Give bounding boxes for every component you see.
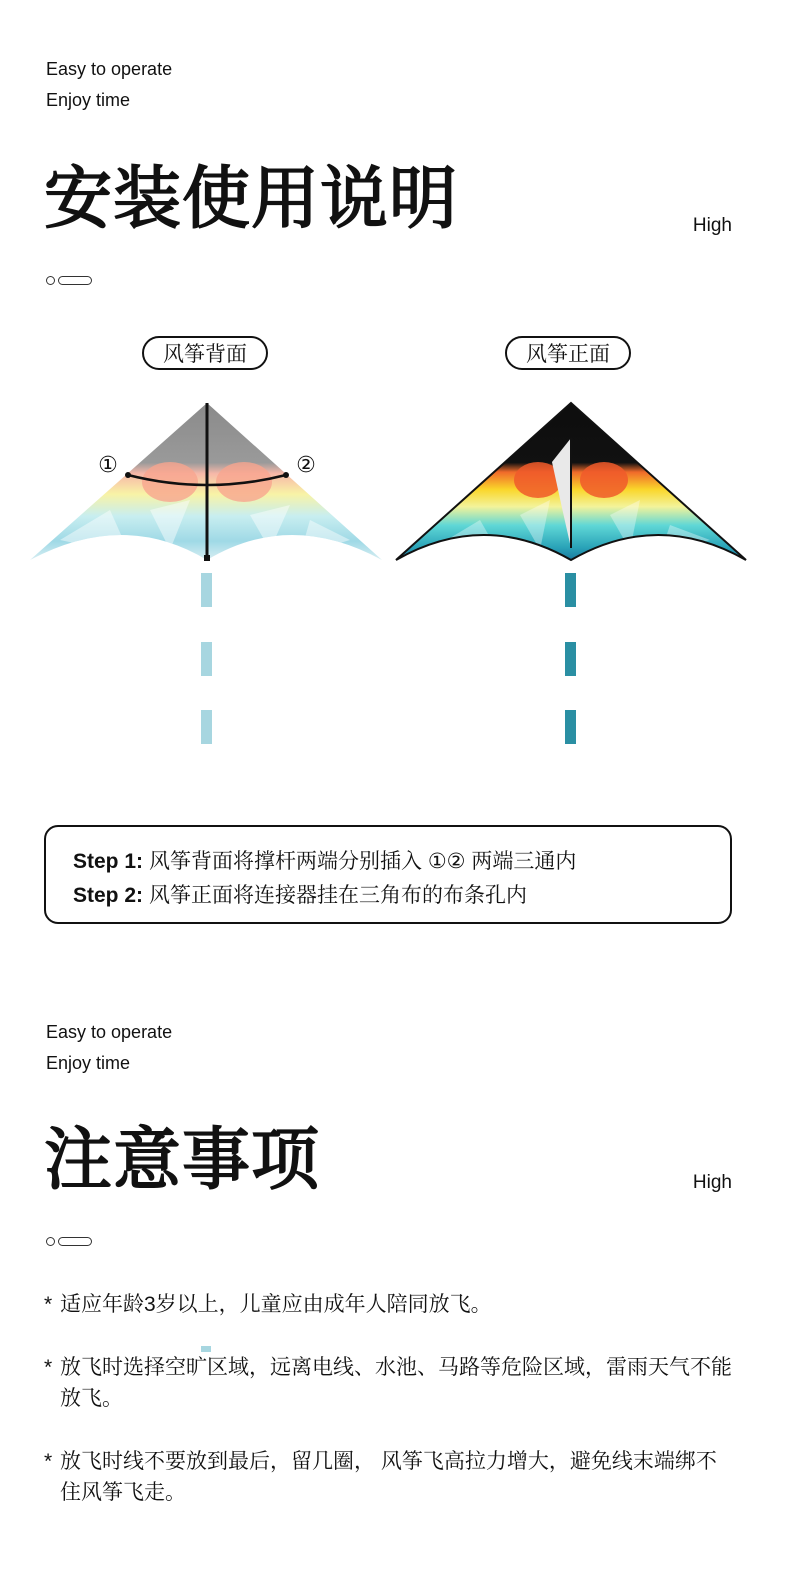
high-label-2: High xyxy=(692,1172,732,1193)
step-2-label: Step 2: xyxy=(73,884,144,907)
kite-front-illustration xyxy=(390,390,760,760)
steps-box xyxy=(44,825,732,924)
tail-segment xyxy=(565,642,576,676)
tail-segment xyxy=(565,573,576,607)
tail-segment xyxy=(201,642,212,676)
marker-2: ② xyxy=(296,453,316,478)
note-bullet: * xyxy=(44,1450,53,1473)
tail-segment xyxy=(565,710,576,744)
tagline-enjoy: Enjoy time xyxy=(46,90,131,110)
tagline-easy-2: Easy to operate xyxy=(46,1022,173,1042)
marker-1: ① xyxy=(98,453,118,478)
high-label: High xyxy=(692,215,732,236)
step-2-text: 风筝正面将连接器挂在三角布的布条孔内 xyxy=(149,884,528,907)
step-2 xyxy=(73,879,730,913)
note-bullet: * xyxy=(44,1356,53,1379)
kite-back-illustration xyxy=(0,390,395,760)
page-title-notes: 注意事项 xyxy=(44,1121,321,1200)
note-bullet: * xyxy=(44,1293,53,1316)
note-text: 放飞时选择空旷区域，远离电线、水池、马路等危险区域，雷雨天气不能放飞。 xyxy=(60,1356,732,1410)
tail-segment xyxy=(201,573,212,607)
decor-dots xyxy=(46,275,92,285)
kite-front-label: 风筝正面 xyxy=(505,336,631,370)
step-1-text: 风筝背面将撑杆两端分别插入 ①② 两端三通内 xyxy=(149,850,577,873)
tail-segment xyxy=(201,710,212,744)
kite-back-label: 风筝背面 xyxy=(142,336,268,370)
note-item xyxy=(44,1289,734,1320)
page-title-install: 安装使用说明 xyxy=(44,160,459,239)
decor-dots-2 xyxy=(46,1236,92,1246)
step-1-label: Step 1: xyxy=(73,850,144,873)
tagline-easy: Easy to operate xyxy=(46,59,173,79)
note-text: 适应年龄3岁以上，儿童应由成年人陪同放飞。 xyxy=(60,1293,492,1316)
note-item xyxy=(44,1446,734,1508)
note-text: 放飞时线不要放到最后，留几圈， 风筝飞高拉力增大，避免线末端绑不住风筝飞走。 xyxy=(60,1450,717,1504)
step-1 xyxy=(73,845,730,879)
tagline-enjoy-2: Enjoy time xyxy=(46,1053,131,1073)
note-item xyxy=(44,1352,734,1414)
